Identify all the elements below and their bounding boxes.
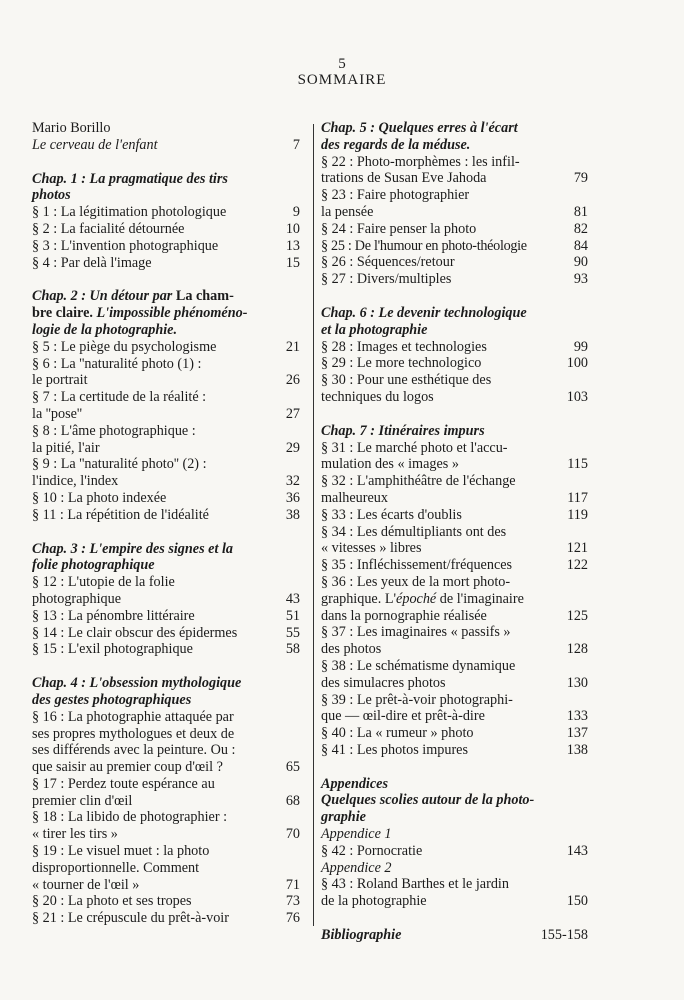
toc-entry-page: 7 <box>292 136 300 153</box>
toc-entry <box>32 877 300 894</box>
toc-entry-title: § 1 : La légitimation photologique <box>32 204 227 221</box>
toc-entry <box>32 793 300 810</box>
toc-entry-line: § 6 : La ''naturalité photo (1) : <box>32 355 202 372</box>
bibliography-entry <box>321 927 588 944</box>
toc-entry-page: 58 <box>285 641 300 658</box>
chapter-heading: Chap. 5 : Quelques erres à l'écart <box>321 120 518 136</box>
toc-entry-page: 119 <box>567 506 588 523</box>
toc-entry-line: § 34 : Les démultipliants ont des <box>321 523 507 540</box>
toc-entry-title: § 13 : La pénombre littéraire <box>32 607 195 624</box>
toc-text-part: graphique. L' <box>321 590 397 607</box>
toc-entry-title: techniques du logos <box>321 388 434 405</box>
toc-entry <box>321 708 588 725</box>
chapter-heading: Chap. 7 : Itinéraires impurs <box>321 422 485 439</box>
toc-entry <box>321 254 588 271</box>
toc-entry <box>32 893 300 910</box>
toc-entry-line: § 19 : Le visuel muet : la photo <box>32 843 210 860</box>
toc-entry-page: 26 <box>285 372 300 389</box>
toc-entry <box>321 725 588 742</box>
chapter-heading: Chap. 4 : L'obsession mythologique <box>32 675 242 692</box>
toc-entry-title: la pitié, l'air <box>32 439 100 456</box>
toc-entry-title: § 20 : La photo et ses tropes <box>32 893 192 910</box>
toc-entry <box>321 557 588 574</box>
toc-entry-line: § 17 : Perdez toute espérance au <box>32 775 215 792</box>
toc-entry-line: § 16 : La photographie attaquée par <box>32 708 234 725</box>
toc-entry-page: 43 <box>285 590 300 607</box>
toc-left-column <box>32 120 300 927</box>
toc-entry-title: § 5 : Le piège du psychologisme <box>32 338 217 355</box>
toc-entry-line: § 38 : Le schématisme dynamique <box>321 657 516 674</box>
toc-entry-title: la ''pose'' <box>32 405 83 422</box>
toc-entry-page: 122 <box>566 557 588 574</box>
toc-entry <box>32 759 300 776</box>
toc-entry-page: 130 <box>566 674 588 691</box>
toc-entry-page: 137 <box>566 725 588 742</box>
toc-entry <box>321 204 588 221</box>
toc-entry-page: 13 <box>285 237 300 254</box>
toc-entry-title: § 42 : Pornocratie <box>321 842 423 859</box>
toc-entry-line: § 18 : La libido de photographier : <box>32 809 228 826</box>
toc-entry-line: § 7 : La certitude de la réalité : <box>32 389 207 406</box>
toc-entry-title: l'indice, l'index <box>32 473 119 490</box>
toc-entry-line: § 36 : Les yeux de la mort photo- <box>321 573 511 590</box>
toc-entry-page: 125 <box>566 607 588 624</box>
toc-right-column <box>321 120 588 944</box>
toc-entry <box>321 355 588 372</box>
book-title: La cham- <box>175 288 234 305</box>
toc-entry-page: 133 <box>566 708 588 725</box>
toc-entry <box>321 608 588 625</box>
page-title: SOMMAIRE <box>297 72 387 88</box>
toc-entry-title: « tirer les tirs » <box>32 826 118 843</box>
toc-entry-title: § 29 : Le more technologico <box>321 355 482 372</box>
chapter-heading: Chap. 1 : La pragmatique des tirs <box>32 170 228 187</box>
toc-entry-line: § 43 : Roland Barthes et le jardin <box>321 876 509 893</box>
toc-entry-page: 36 <box>285 489 300 506</box>
toc-entry-page: 100 <box>566 355 588 372</box>
toc-entry <box>321 675 588 692</box>
appendices-subtitle: graphie <box>321 809 366 826</box>
toc-entry-line: disproportionnelle. Comment <box>32 859 200 876</box>
toc-entry-title: § 40 : La « rumeur » photo <box>321 725 474 742</box>
chapter-heading: Chap. 6 : Le devenir technologique <box>321 304 527 321</box>
toc-entry-page: 29 <box>285 439 300 456</box>
toc-entry-page: 21 <box>285 338 300 355</box>
toc-entry-line: § 22 : Photo-morphèmes : les infil- <box>321 153 520 170</box>
toc-entry <box>32 339 300 356</box>
toc-entry <box>32 591 300 608</box>
toc-entry-page: 143 <box>566 842 588 859</box>
toc-entry-page: 79 <box>573 170 588 187</box>
toc-entry-page: 76 <box>285 910 300 927</box>
toc-entry <box>321 170 588 187</box>
toc-entry <box>321 893 588 910</box>
toc-entry <box>32 440 300 457</box>
toc-entry-title: § 10 : La photo indexée <box>32 489 167 506</box>
toc-entry-title: § 25 : De l'humour en photo-théologie <box>321 237 527 254</box>
toc-entry-page: 150 <box>566 893 588 910</box>
toc-entry <box>321 238 588 255</box>
toc-entry-title: Le cerveau de l'enfant <box>32 136 158 153</box>
toc-entry-title: que — œil-dire et prêt-à-dire <box>321 708 485 725</box>
toc-entry-page: 121 <box>566 540 588 557</box>
toc-entry-line <box>321 591 588 608</box>
toc-entry-page: 9 <box>292 204 300 221</box>
toc-entry-title: malheureux <box>321 489 388 506</box>
toc-entry-title: mulation des « images » <box>321 456 459 473</box>
toc-entry-title: trations de Susan Eve Jahoda <box>321 170 487 187</box>
toc-entry-page: 82 <box>573 220 588 237</box>
toc-entry-page: 15 <box>285 254 300 271</box>
bibliography-page: 155-158 <box>540 927 588 944</box>
toc-entry <box>321 843 588 860</box>
toc-entry-page: 117 <box>567 489 588 506</box>
toc-entry-title: photographique <box>32 590 122 607</box>
toc-entry-line: § 37 : Les imaginaires « passifs » <box>321 624 511 641</box>
toc-entry-line: § 30 : Pour une esthétique des <box>321 372 492 389</box>
toc-entry <box>32 473 300 490</box>
chapter-heading: folie photographique <box>32 557 155 574</box>
book-title: bre claire. <box>32 305 93 322</box>
chapter-heading <box>32 288 300 305</box>
toc-entry-line: ses propres mythologues et deux de <box>32 725 235 742</box>
chapter-heading: des regards de la méduse. <box>321 136 471 153</box>
toc-entry <box>321 456 588 473</box>
toc-entry <box>321 389 588 406</box>
toc-entry-title: § 41 : Les photos impures <box>321 741 468 758</box>
chapter-heading <box>32 305 300 322</box>
toc-entry <box>321 271 588 288</box>
toc-entry-title: § 28 : Images et technologies <box>321 338 487 355</box>
toc-entry <box>32 238 300 255</box>
toc-entry-title: que saisir au premier coup d'œil ? <box>32 759 223 776</box>
column-divider <box>313 124 314 926</box>
toc-entry-title: § 4 : Par delà l'image <box>32 254 152 271</box>
toc-entry <box>32 608 300 625</box>
toc-entry-page: 71 <box>285 876 300 893</box>
toc-entry-line: § 12 : L'utopie de la folie <box>32 574 175 591</box>
appendices-heading: Appendices <box>321 775 388 792</box>
chapter-heading: et la photographie <box>321 321 428 338</box>
toc-entry-page: 55 <box>285 624 300 641</box>
toc-entry <box>321 490 588 507</box>
toc-entry-page: 84 <box>573 237 588 254</box>
toc-entry <box>32 221 300 238</box>
toc-entry-page: 93 <box>573 271 588 288</box>
chapter-heading-part: Chap. 2 : Un détour par <box>32 288 173 305</box>
toc-entry-title: le portrait <box>32 372 88 389</box>
toc-entry-page: 10 <box>285 220 300 237</box>
toc-entry-title: premier clin d'œil <box>32 792 133 809</box>
toc-entry <box>32 910 300 927</box>
toc-entry <box>321 641 588 658</box>
toc-entry-title: « tourner de l'œil » <box>32 876 140 893</box>
toc-entry-line: § 9 : La ''naturalité photo'' (2) : <box>32 456 207 473</box>
toc-entry <box>32 625 300 642</box>
chapter-heading: logie de la photographie. <box>32 321 178 338</box>
toc-entry-page: 115 <box>567 456 588 473</box>
toc-entry-line: § 39 : Le prêt-à-voir photographi- <box>321 691 513 708</box>
toc-entry <box>321 540 588 557</box>
chapter-heading: photos <box>32 187 71 204</box>
toc-entry-page: 138 <box>566 741 588 758</box>
author-name: Mario Borillo <box>32 120 111 136</box>
appendices-subtitle: Quelques scolies autour de la photo- <box>321 792 535 809</box>
toc-entry-title: § 27 : Divers/multiples <box>321 271 452 288</box>
toc-entry-title: § 14 : Le clair obscur des épidermes <box>32 624 238 641</box>
toc-entry <box>32 826 300 843</box>
toc-entry-title: des photos <box>321 641 382 658</box>
toc-entry-title: § 24 : Faire penser la photo <box>321 220 477 237</box>
toc-entry <box>32 490 300 507</box>
toc-entry <box>321 339 588 356</box>
toc-entry-page: 81 <box>573 203 588 220</box>
toc-entry-page: 128 <box>566 641 588 658</box>
toc-entry-page: 27 <box>285 405 300 422</box>
toc-entry-title: « vitesses » libres <box>321 540 422 557</box>
appendix-label: Appendice 2 <box>321 859 392 876</box>
toc-entry-title: § 11 : La répétition de l'idéalité <box>32 506 209 523</box>
toc-entry-line: § 31 : Le marché photo et l'accu- <box>321 439 508 456</box>
chapter-heading-part: L'impossible phénoméno- <box>96 305 248 322</box>
chapter-heading: des gestes photographiques <box>32 691 192 708</box>
toc-entry-line: § 8 : L'âme photographique : <box>32 422 196 439</box>
toc-entry <box>321 221 588 238</box>
toc-entry <box>32 507 300 524</box>
toc-entry-title: des simulacres photos <box>321 674 446 691</box>
toc-entry <box>32 372 300 389</box>
toc-entry-page: 103 <box>566 388 588 405</box>
toc-entry-page: 73 <box>285 893 300 910</box>
toc-entry-page: 51 <box>285 607 300 624</box>
toc-entry-title: § 33 : Les écarts d'oublis <box>321 506 462 523</box>
toc-entry <box>32 641 300 658</box>
toc-entry-page: 70 <box>285 826 300 843</box>
toc-entry-page: 32 <box>285 473 300 490</box>
toc-entry-page: 68 <box>285 792 300 809</box>
toc-entry-page: 65 <box>285 759 300 776</box>
toc-entry-line: § 32 : L'amphithéâtre de l'échange <box>321 473 516 490</box>
toc-entry-line: § 23 : Faire photographier <box>321 187 470 204</box>
toc-text-emphasis: époché <box>396 590 437 607</box>
toc-entry-title: § 2 : La facialité détournée <box>32 220 185 237</box>
toc-entry-title: § 3 : L'invention photographique <box>32 237 219 254</box>
toc-entry-title: de la photographie <box>321 893 427 910</box>
toc-entry <box>321 742 588 759</box>
toc-entry-page: 38 <box>285 506 300 523</box>
toc-entry <box>321 507 588 524</box>
toc-entry-page: 99 <box>573 338 588 355</box>
toc-entry-title: § 21 : Le crépuscule du prêt-à-voir <box>32 910 229 927</box>
toc-entry-title: § 35 : Infléchissement/fréquences <box>321 557 513 574</box>
toc-entry-title: dans la pornographie réalisée <box>321 607 487 624</box>
bibliography-title: Bibliographie <box>321 927 402 944</box>
page-number: 5 <box>338 56 346 72</box>
toc-entry-title: § 26 : Séquences/retour <box>321 254 455 271</box>
toc-entry-line: ses différends avec la peinture. Ou : <box>32 742 236 759</box>
toc-entry-page: 90 <box>573 254 588 271</box>
toc-entry-title: la pensée <box>321 203 374 220</box>
toc-text-part: de l'imaginaire <box>436 590 524 607</box>
toc-entry <box>32 137 300 154</box>
toc-entry <box>32 406 300 423</box>
toc-entry <box>32 204 300 221</box>
toc-entry <box>32 255 300 272</box>
appendix-label: Appendice 1 <box>321 826 392 843</box>
toc-entry-title: § 15 : L'exil photographique <box>32 641 193 658</box>
chapter-heading: Chap. 3 : L'empire des signes et la <box>32 540 233 557</box>
